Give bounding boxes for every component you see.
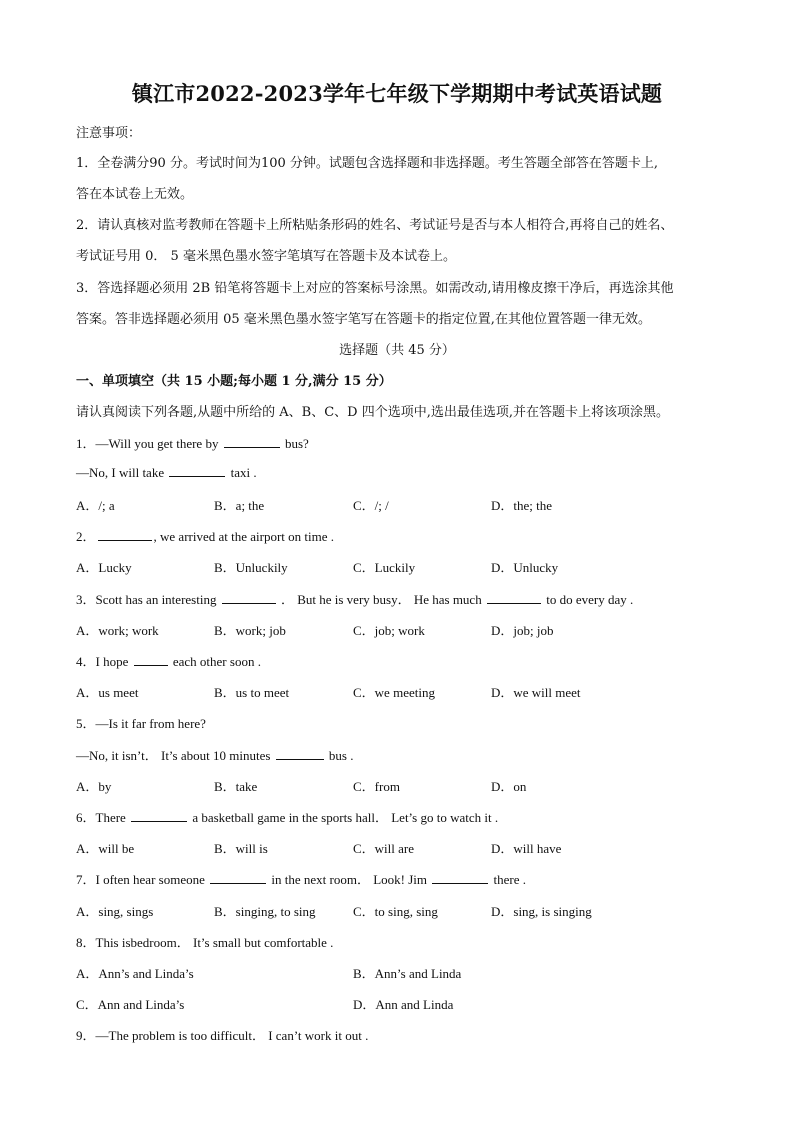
question-1-reply [76,464,257,481]
answer-blank [222,591,276,604]
answer-blank [131,809,187,822]
notice-item-2a: 2．请认真核对监考教师在答题卡上所粘贴条形码的姓名、考试证号是否与本人相符合,再将自己的姓名、 [76,218,674,233]
question-5-option-b: B．take [214,779,258,794]
question-2-option-d: D．Unlucky [491,560,559,575]
question-2-stem [76,526,334,545]
question-text: 8．This isbedroom． It’s small but comfortable . [76,935,334,950]
question-5-option-d: D．on [491,779,527,794]
question-3-stem [76,589,633,608]
part1-instruction: 请认真阅读下列各题,从题中所给的 A、B、C、D 四个选项中,选出最佳选项,并在答题卡上将该项涂黑。 [76,405,669,420]
question-text: bus . [328,748,354,763]
question-7-stem [76,869,526,888]
question-5-stem [76,713,206,732]
answer-blank [169,464,225,477]
question-text: bus? [284,436,309,451]
question-1-option-b: B．a; the [214,498,265,513]
part1-title: 一、单项填空（共 15 小题;每小题 1 分,满分 15 分） [76,374,392,389]
question-text: —No, I will take [76,465,165,480]
question-text: 2． [76,529,96,544]
question-2-option-a: A．Lucky [76,560,132,575]
question-3-option-c: C．job; work [353,623,425,638]
question-text: 4．I hope [76,654,129,669]
answer-blank [487,591,541,604]
question-text: 3．Scott has an interesting [76,592,217,607]
question-5-option-a: A．by [76,779,112,794]
question-text: ． But he is very busy． He has much [280,592,482,607]
section-title: 选择题（共 45 分） [339,343,455,358]
question-6-option-d: D．will have [491,841,562,856]
question-3-option-b: B．work; job [214,623,286,638]
question-text: there . [493,872,526,887]
question-4-stem [76,651,261,670]
notice-item-1b: 答在本试卷上无效。 [76,187,194,202]
notice-item-3b: 答案。答非选择题必须用 05 毫米黑色墨水签字笔写在答题卡的指定位置,在其他位置答题一律无效。 [76,312,651,327]
question-text: 7．I often hear someone [76,872,205,887]
question-7-option-a: A．sing, sings [76,904,154,919]
question-text: in the next room． Look! Jim [271,872,427,887]
question-7-option-c: C．to sing, sing [353,904,438,919]
answer-blank [134,653,168,666]
question-7-option-b: B．singing, to sing [214,904,316,919]
question-4-option-b: B．us to meet [214,685,290,700]
question-4-option-d: D．we will meet [491,685,581,700]
question-8-option-a: A．Ann’s and Linda’s [76,966,194,981]
question-8-stem [76,932,333,951]
question-2-option-c: C．Luckily [353,560,416,575]
question-7-option-d: D．sing, is singing [491,904,592,919]
question-text: 5．—Is it far from here? [76,716,206,731]
question-text: —No, it isn’t． It’s about 10 minutes [76,748,271,763]
answer-blank [276,747,324,760]
question-1-option-a: A．/; a [76,498,115,513]
notice-heading: 注意事项： [76,126,142,141]
question-text: 1．—Will you get there by [76,436,219,451]
question-3-option-a: A．work; work [76,623,159,638]
question-text: each other soon . [172,654,261,669]
question-3-option-d: D．job; job [491,623,554,638]
answer-blank [224,435,280,448]
question-1-stem [76,433,309,452]
question-8-option-b: B．Ann’s and Linda [353,966,462,981]
answer-blank [210,871,266,884]
notice-item-1a: 1．全卷满分90 分。考试时间为100 分钟。试题包含选择题和非选择题。考生答题全部答在答题卡上, [76,156,659,171]
question-text: 6．There [76,810,126,825]
question-text: taxi . [230,465,257,480]
question-9-stem [76,1025,368,1044]
page-title: 镇江市2022-2023学年七年级下学期期中考试英语试题 [131,81,663,106]
question-text: to do every day . [546,592,634,607]
notice-item-2b: 考试证号用 0． 5 毫米黑色墨水签字笔填写在答题卡及本试卷上。 [76,249,456,264]
question-2-option-b: B．Unluckily [214,560,288,575]
answer-blank [432,871,488,884]
question-1-option-d: D．the; the [491,498,553,513]
question-5-reply [76,745,353,764]
question-8-option-c: C．Ann and Linda’s [76,997,185,1012]
question-8-option-d: D．Ann and Linda [353,997,454,1012]
question-6-option-a: A．will be [76,841,135,856]
question-text: a basketball game in the sports hall． Let’s go to watch it . [192,810,499,825]
question-6-option-c: C．will are [353,841,415,856]
question-4-option-c: C．we meeting [353,685,435,700]
answer-blank [98,528,152,541]
question-text: , we arrived at the airport on time . [153,529,335,544]
question-5-option-c: C．from [353,779,400,794]
question-6-option-b: B．will is [214,841,268,856]
notice-item-3a: 3．答选择题必须用 2B 铅笔将答题卡上对应的答案标号涂黑。如需改动,请用橡皮擦干净后，再选涂其他 [76,281,674,296]
question-4-option-a: A．us meet [76,685,139,700]
question-1-option-c: C．/; / [353,498,389,513]
question-6-stem [76,807,498,826]
question-text: 9．—The problem is too difficult． I can’t work it out . [76,1028,369,1043]
